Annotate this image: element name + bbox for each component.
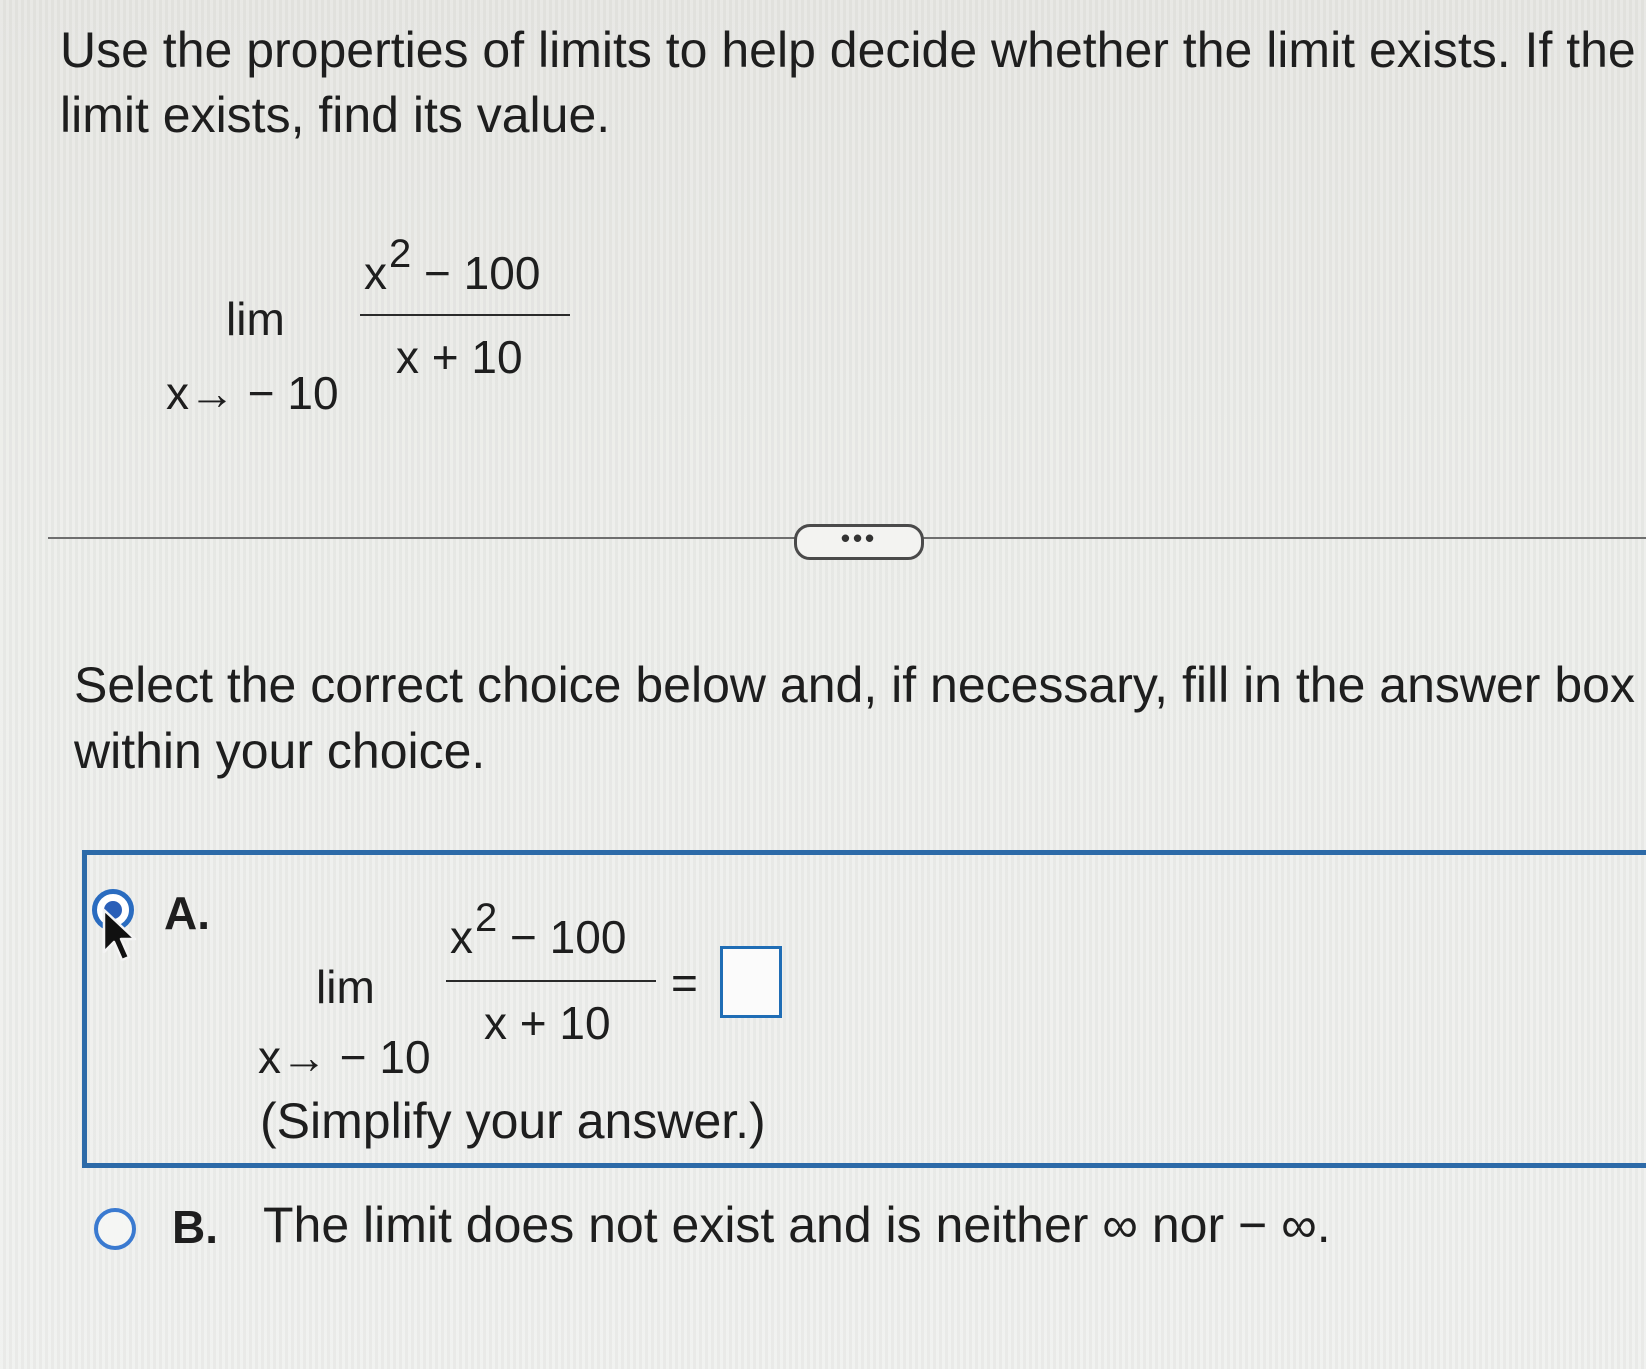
choice-a-numerator-exponent: 2 bbox=[475, 896, 498, 940]
answer-input-box[interactable] bbox=[720, 946, 782, 1018]
choice-b-letter: B. bbox=[172, 1201, 218, 1253]
question-prompt-line-1: Use the properties of limits to help decide whether the limit exists. If the bbox=[60, 22, 1636, 78]
mouse-pointer-icon bbox=[100, 908, 140, 968]
choice-instruction bbox=[74, 652, 1644, 784]
fraction-numerator bbox=[364, 232, 541, 300]
choice-a-lim-word: lim bbox=[316, 961, 375, 1013]
choice-a-numerator-base: x bbox=[450, 911, 473, 963]
choice-a-lim-approach: x→ − 10 bbox=[258, 1031, 431, 1083]
choice-b-text: The limit does not exist and is neither ∞ nor − ∞. bbox=[263, 1197, 1331, 1253]
question-prompt-line-2: limit exists, find its value. bbox=[60, 87, 611, 143]
fraction-denominator: x + 10 bbox=[396, 331, 523, 383]
choice-a-denominator: x + 10 bbox=[484, 997, 611, 1049]
choice-b-radio[interactable] bbox=[94, 1208, 136, 1250]
fraction-bar bbox=[360, 314, 570, 316]
more-options-button[interactable]: ••• bbox=[794, 524, 924, 560]
choice-a-numerator-rest: − 100 bbox=[497, 911, 627, 963]
numerator-exponent: 2 bbox=[389, 232, 412, 276]
simplify-hint: (Simplify your answer.) bbox=[260, 1093, 766, 1149]
numerator-rest: − 100 bbox=[411, 247, 541, 299]
numerator-base: x bbox=[364, 247, 387, 299]
choice-instruction-line-1: Select the correct choice below and, if necessary, fill in the answer box bbox=[74, 657, 1635, 713]
lim-approach: x→ − 10 bbox=[166, 367, 339, 419]
question-prompt bbox=[60, 18, 1640, 148]
choice-instruction-line-2: within your choice. bbox=[74, 723, 486, 779]
lim-word: lim bbox=[226, 293, 285, 345]
choice-a-letter: A. bbox=[164, 887, 210, 939]
equals-sign: = bbox=[671, 957, 698, 1009]
choice-a-numerator bbox=[450, 896, 627, 964]
choice-a-fraction-bar bbox=[446, 980, 656, 982]
